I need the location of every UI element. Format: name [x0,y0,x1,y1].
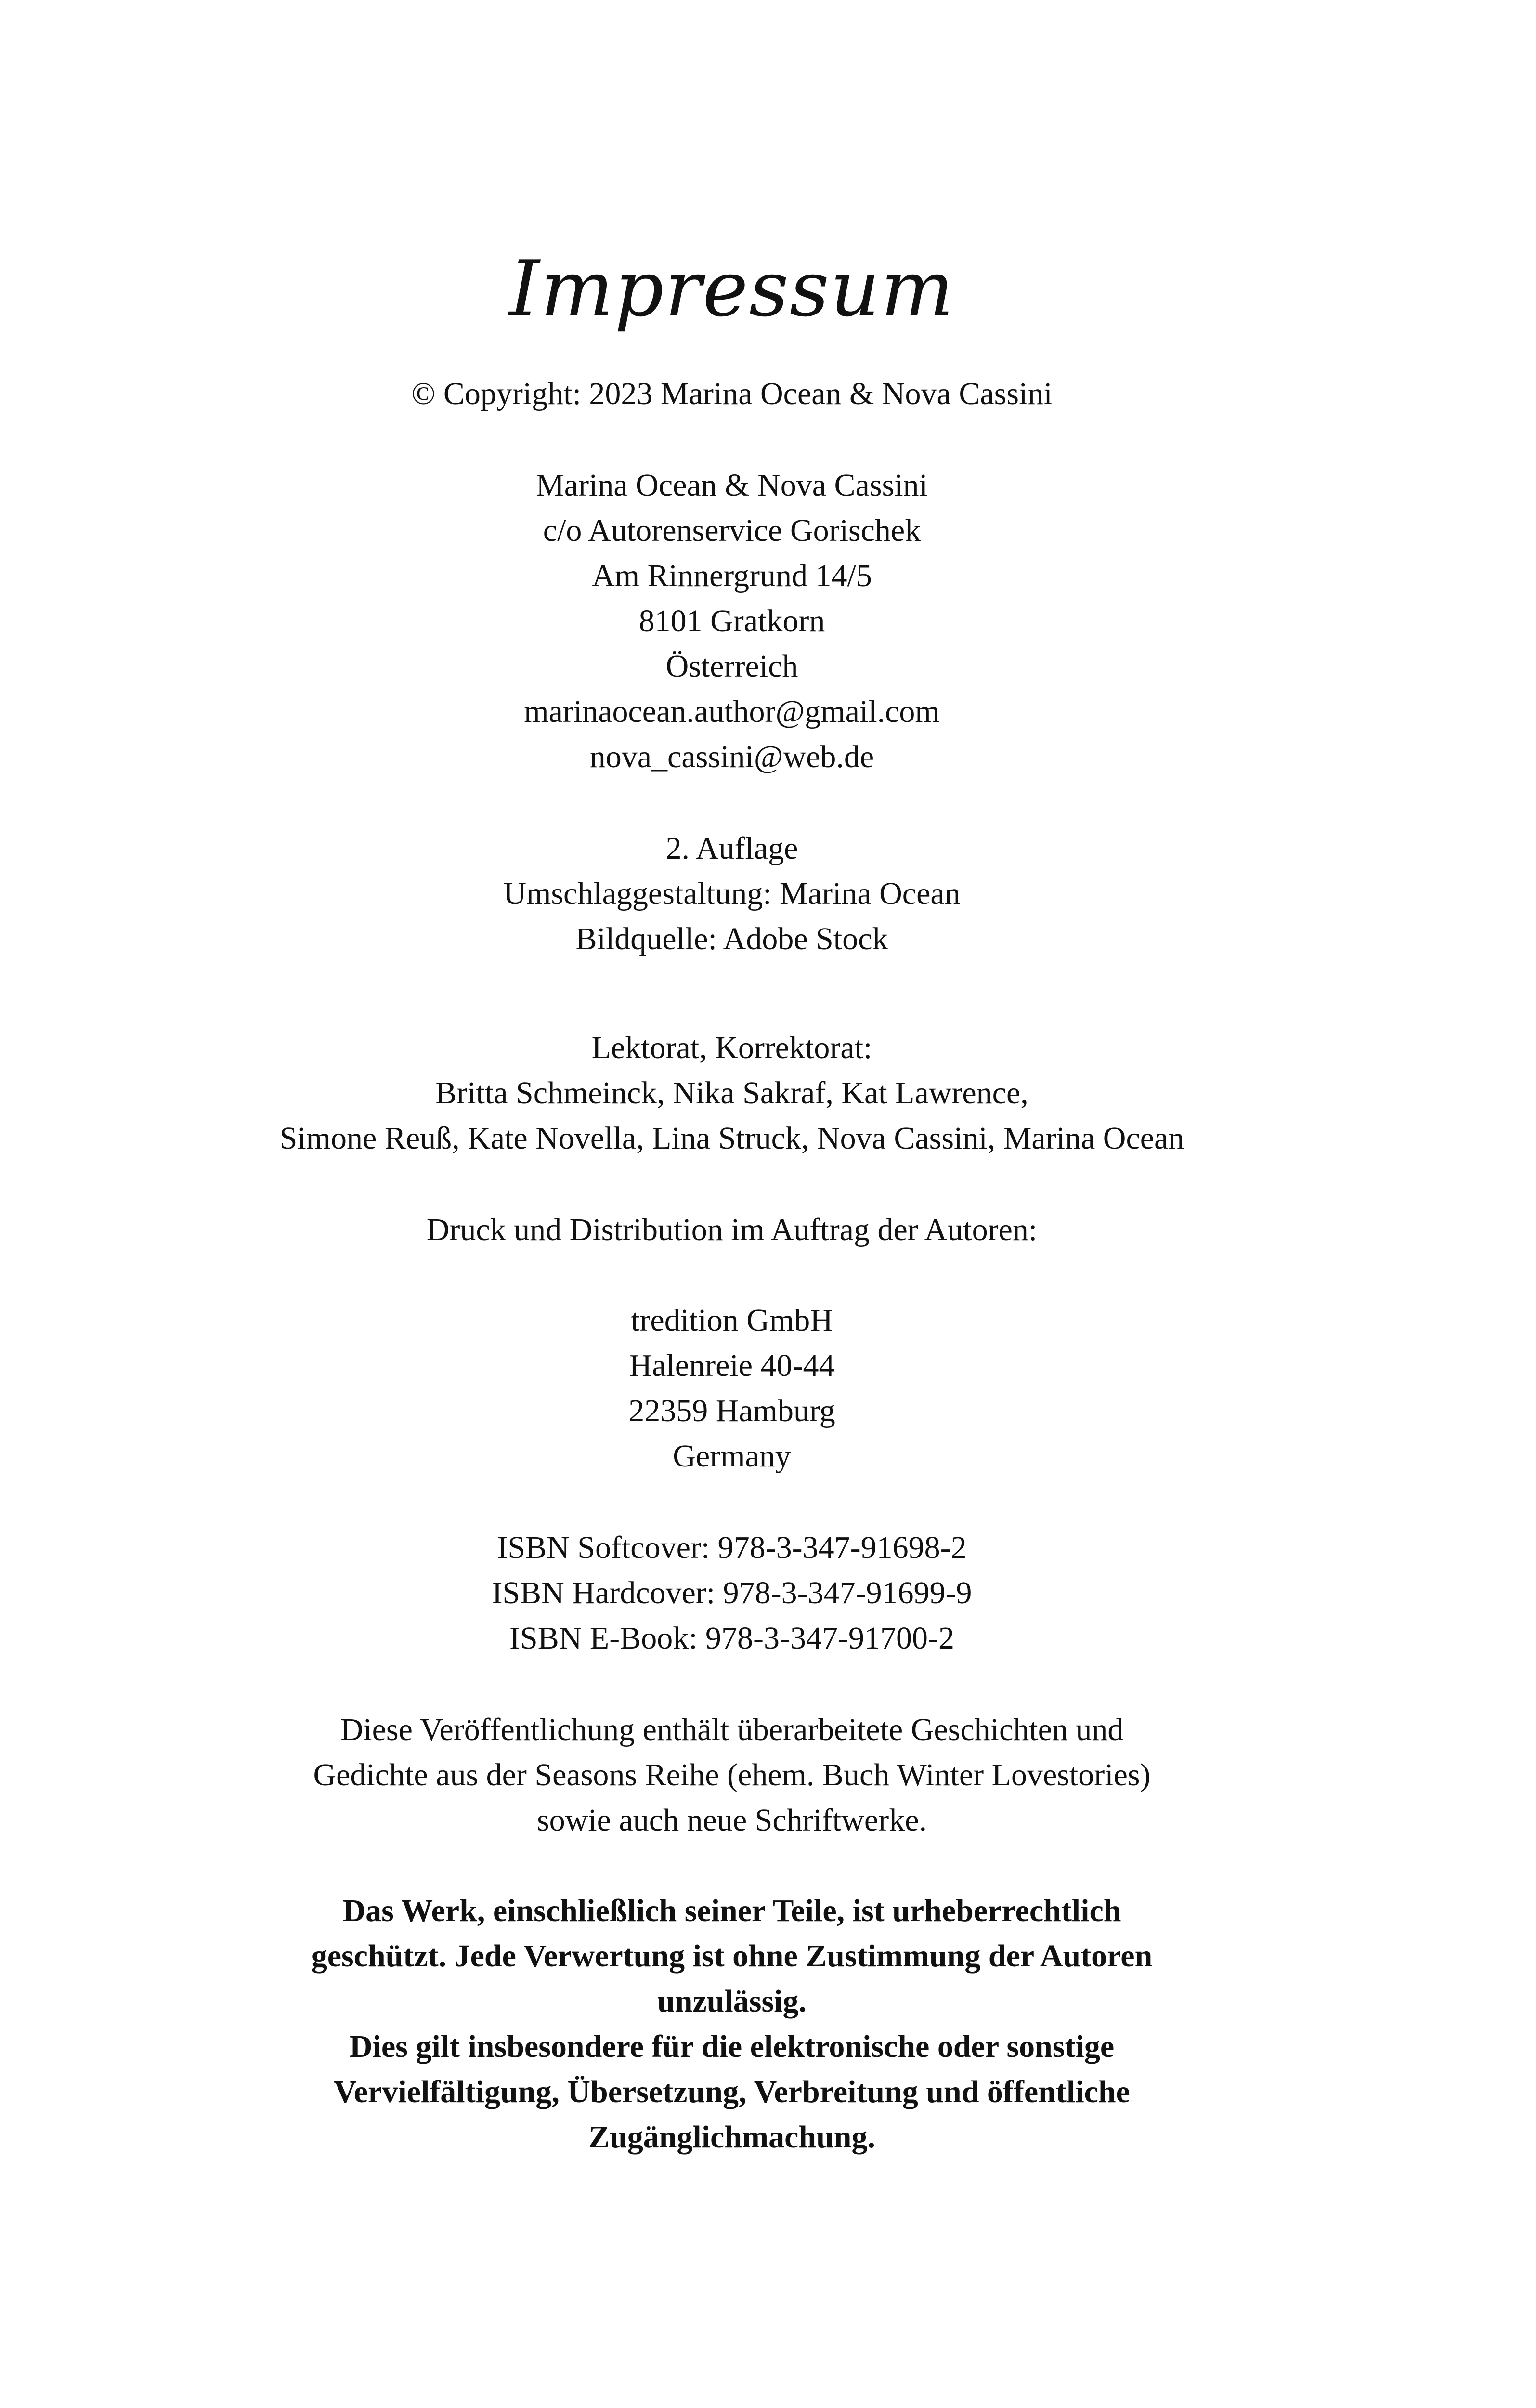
printer-street: Halenreie 40-44 [629,1348,835,1383]
printer-city: 22359 Hamburg [628,1393,835,1428]
image-source-line: Bildquelle: Adobe Stock [575,921,888,956]
legal-line-4: Dies gilt insbesondere für die elektronische oder sonstige [349,2029,1115,2064]
cover-design-line: Umschlaggestaltung: Marina Ocean [503,876,961,911]
address-city: 8101 Gratkorn [638,603,825,639]
legal-line-3: unzulässig. [657,1984,807,2019]
email-marina: marinaocean.author@gmail.com [524,694,940,729]
legal-line-2: geschützt. Jede Verwertung ist ohne Zustimmung der Autoren [311,1938,1153,1974]
legal-line-1: Das Werk, einschließlich seiner Teile, ist urheberrechtlich [342,1893,1121,1928]
legal-line-6: Zugänglichmachung. [588,2120,875,2155]
address-street: Am Rinnergrund 14/5 [592,558,872,593]
printer-company: tredition GmbH [631,1303,833,1338]
printer-country: Germany [673,1439,791,1474]
legal-line-5: Vervielfältigung, Übersetzung, Verbreitung und öffentliche [334,2074,1130,2109]
editing-names-line-1: Britta Schmeinck, Nika Sakraf, Kat Lawrence, [435,1075,1028,1111]
editing-heading: Lektorat, Korrektorat: [591,1030,872,1065]
address-care-of: c/o Autorenservice Gorischek [543,513,921,548]
note-line-2: Gedichte aus der Seasons Reihe (ehem. Buch Winter Lovestories) [313,1757,1151,1793]
isbn-ebook: ISBN E-Book: 978-3-347-91700-2 [509,1621,954,1656]
note-line-3: sowie auch neue Schriftwerke. [536,1803,927,1838]
edition-line: 2. Auflage [665,831,798,866]
note-line-1: Diese Veröffentlichung enthält überarbeitete Geschichten und [340,1712,1124,1747]
isbn-hardcover: ISBN Hardcover: 978-3-347-91699-9 [492,1575,972,1610]
isbn-softcover: ISBN Softcover: 978-3-347-91698-2 [497,1530,967,1565]
email-nova: nova_cassini@web.de [589,739,874,774]
address-country: Österreich [665,649,798,684]
author-names: Marina Ocean & Nova Cassini [536,468,928,503]
page-title: Impressum [509,244,955,334]
printing-heading: Druck und Distribution im Auftrag der Autoren: [426,1212,1038,1247]
editing-names-line-2: Simone Reuß, Kate Novella, Lina Struck, Nova Cassini, Marina Ocean [279,1121,1185,1156]
copyright-line: © Copyright: 2023 Marina Ocean & Nova Cassini [411,376,1053,411]
